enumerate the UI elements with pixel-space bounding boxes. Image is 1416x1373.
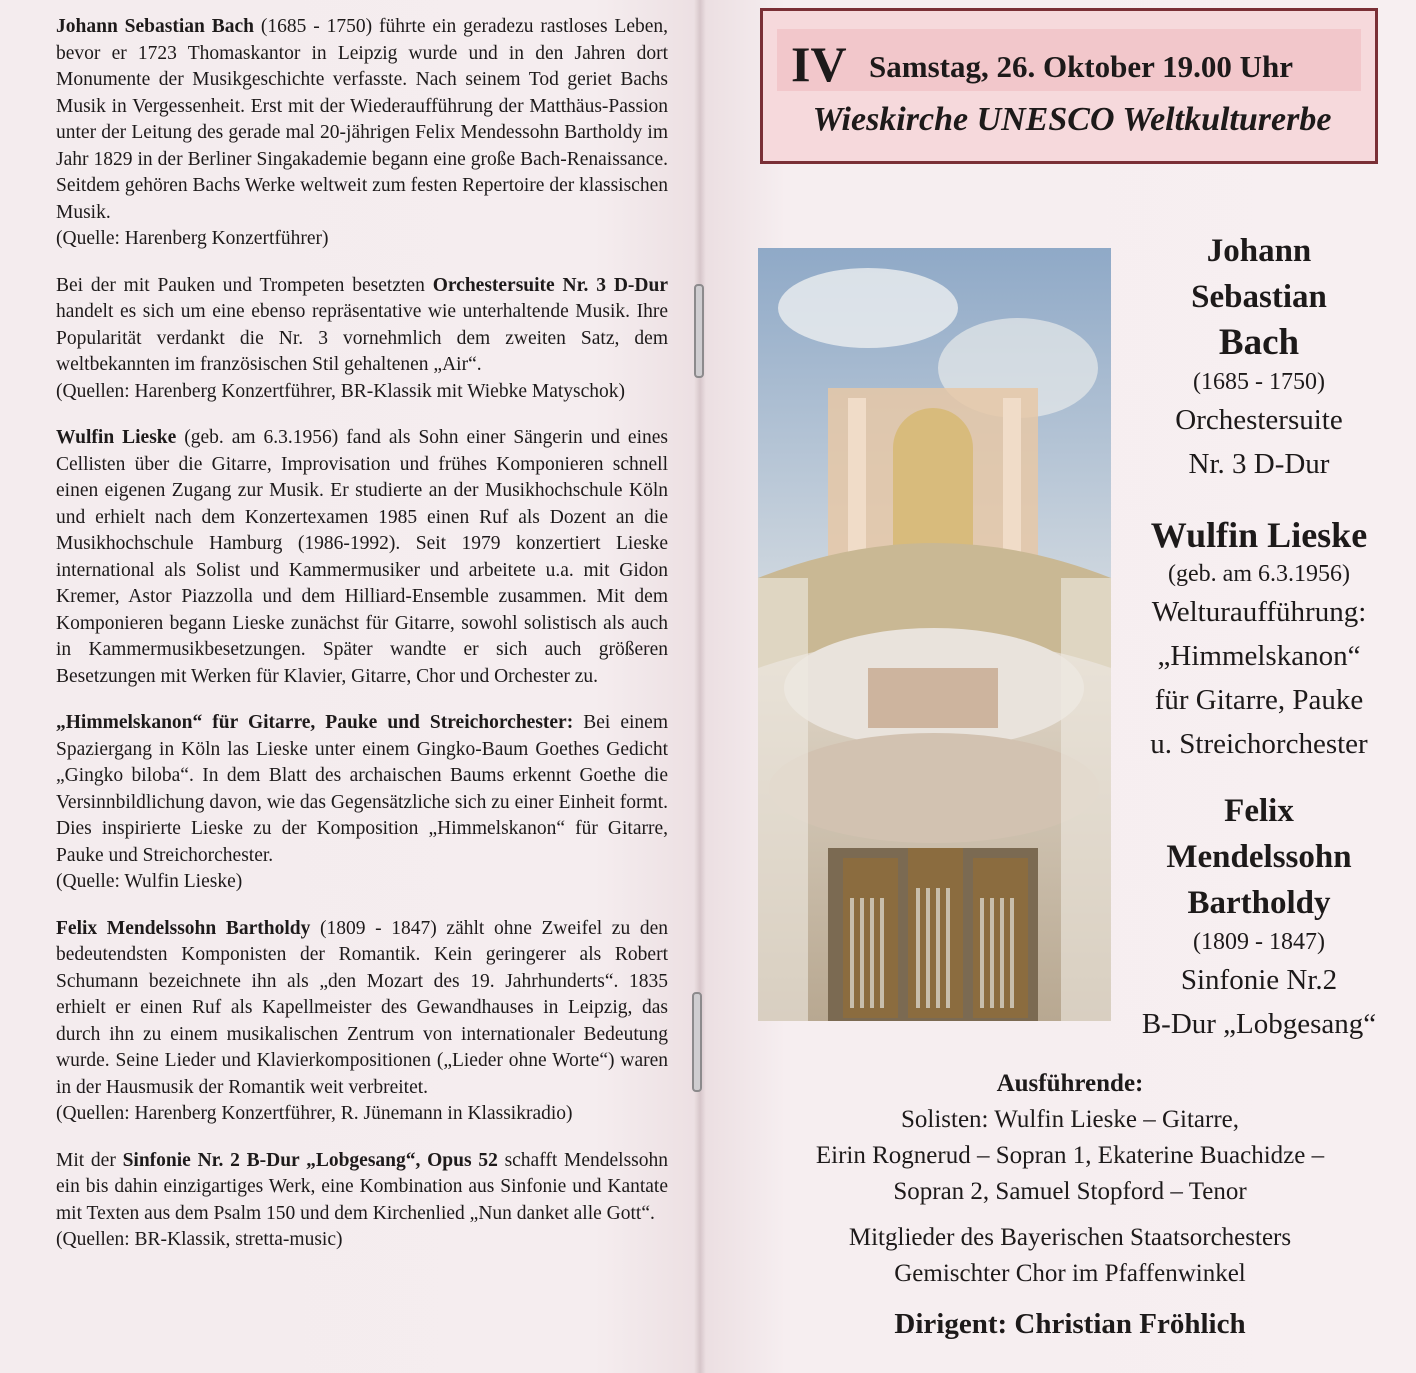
bach-work-line2: Nr. 3 D-Dur: [1188, 448, 1330, 480]
mendelssohn-name: Felix Mendelssohn Bartholdy: [56, 917, 311, 939]
performers-block: [740, 1066, 1400, 1210]
bach-last-name: Bach: [1218, 322, 1300, 363]
lieske-name: Wulfin Lieske: [56, 427, 177, 448]
bach-text: (1685 - 1750) führte ein geradezu rastloses Leben, bevor er 1723 Thomaskantor in Leipzig wurde und in den Jahren dort Monumente der Musikgeschichte verfasste. Nach seinem Tod geriet Bachs Musik in Vergessenheit. Erst mit der Wiederaufführung der Matthäus-Passion unter der Leitung des gerade mal 20-jährigen Felix Mendessohn Bartholdy im Jahr 1829 in der Berliner Singakademie begann eine große Bach-Renaissance. Seitdem gehören Bachs Werke weltweit zum festen Repertoire der klassischen Musik.: [56, 16, 669, 223]
program-notes: [56, 14, 668, 1274]
soloists-line3: Sopran 2, Samuel Stopford – Tenor: [893, 1178, 1247, 1205]
kanon-source: (Quelle: Wulfin Lieske): [56, 871, 243, 892]
lieske-work-line3: für Gitarre, Pauke: [1154, 684, 1364, 716]
sinfonie-source: (Quellen: BR-Klassik, stretta-music): [56, 1229, 343, 1250]
bach-first-name: Johann: [1206, 233, 1312, 269]
mendelssohn-source: (Quellen: Harenberg Konzertführer, R. Jünemann in Klassikradio): [56, 1103, 573, 1124]
bach-years: (1685 - 1750): [1193, 369, 1325, 395]
concert-number: IV: [791, 36, 847, 92]
ensembles-block: [740, 1220, 1400, 1292]
lieske-paragraph: [56, 425, 668, 690]
lieske-program-name: Wulfin Lieske: [1150, 515, 1368, 555]
concert-header: [760, 8, 1378, 164]
lieske-years: (geb. am 6.3.1956): [1168, 561, 1350, 587]
soloists-line2: Eirin Rognerud – Sopran 1, Ekaterine Buachidze –: [815, 1142, 1325, 1169]
mendelssohn-last-name: Bartholdy: [1187, 885, 1331, 921]
mendelssohn-years: (1809 - 1847): [1193, 929, 1325, 955]
bach-name: Johann Sebastian Bach: [56, 16, 254, 37]
sinfonie-paragraph: [56, 1148, 668, 1254]
bach-source: (Quelle: Harenberg Konzertführer): [56, 228, 329, 249]
bach-work-line1: Orchestersuite: [1175, 404, 1343, 436]
mendelssohn-work-line1: Sinfonie Nr.2: [1180, 964, 1338, 996]
program-bach: [1122, 228, 1396, 486]
soloists-line1: Solisten: Wulfin Lieske – Gitarre,: [900, 1106, 1240, 1133]
suite-source: (Quellen: Harenberg Konzertführer, BR-Klassik mit Wiebke Matyschok): [56, 380, 626, 402]
bach-paragraph: [56, 14, 668, 253]
mendelssohn-text: (1809 - 1847) zählt ohne Zweifel zu den bedeutendsten Komponisten der Romantik. Kein geringerer als Robert Schumann bezeichnete ihn als „den Mozart des 19. Jahrhunderts“. 1835 erhielt er einen Ruf als Kapellmeister des Gewandhauses in Leipzig, das durch ihn zu einem musikalischen Zentrum von internationaler Bedeutung wurde. Seine Lieder und Klavierkompositionen („Lieder ohne Worte“) waren in der Hausmusik der Romantik weit verbreitet.: [56, 917, 668, 1098]
lieske-work-line1: Welturaufführung:: [1151, 596, 1367, 628]
sinfonie-title: Sinfonie Nr. 2 B-Dur „Lobgesang“, Opus 52: [122, 1149, 498, 1171]
bach-middle-name: Sebastian: [1191, 279, 1327, 315]
mendelssohn-middle-name: Mendelssohn: [1166, 839, 1352, 875]
mendelssohn-work-line2: B-Dur „Lobgesang“: [1141, 1008, 1377, 1040]
lieske-work-line2: „Himmelskanon“: [1157, 640, 1361, 672]
program-mendelssohn: [1112, 788, 1406, 1046]
concert-venue: Wieskirche UNESCO Weltkulturerbe: [812, 101, 1332, 138]
concert-date: Samstag, 26. Oktober 19.00 Uhr: [869, 49, 1293, 84]
suite-pre: Bei der mit Pauken und Trompeten besetzten: [56, 274, 433, 296]
kanon-text: Bei einem Spaziergang in Köln las Lieske unter einem Gingko-Baum Goethes Gedicht „Gingko biloba“. In dem Blatt des archaischen Baums erkennt Goethe die Versinnbildlichung davon, wie das Gegensätzliche sich zu einer Einheit formt. Dies inspirierte Lieske zu der Komposition „Himmelskanon“ für Gitarre, Pauke und Streichorchester.: [56, 712, 668, 866]
page-fold: [694, 0, 706, 1373]
suite-text: handelt es sich um eine ebenso repräsentative wie unterhaltende Musik. Ihre Popularität verdankt die Nr. 3 vornehmlich dem zweiten Satz, dem weltbekannten im französischen Stil gehaltenen „Air“.: [56, 301, 668, 375]
choir-line: Gemischter Chor im Pfaffenwinkel: [894, 1260, 1246, 1287]
staple-bottom: [692, 992, 702, 1092]
conductor-line: Dirigent: Christian Fröhlich: [894, 1308, 1246, 1340]
mendelssohn-paragraph: [56, 916, 668, 1128]
sinfonie-text: schafft Mendelssohn ein bis dahin einzigartiges Werk, eine Kombination aus Sinfonie und Kantate mit Texten aus dem Psalm 150 und dem Kirchenlied „Nun danket alle Gott“.: [56, 1149, 668, 1224]
program-lieske: [1112, 512, 1406, 766]
suite-paragraph: [56, 273, 668, 406]
wieskirche-organ-photo: [758, 248, 1111, 1021]
orchestra-line: Mitglieder des Bayerischen Staatsorchesters: [848, 1224, 1292, 1251]
suite-title: Orchestersuite Nr. 3 D-Dur: [432, 274, 668, 296]
staple-top: [694, 284, 704, 378]
kanon-title: „Himmelskanon“ für Gitarre, Pauke und Streichorchester:: [56, 712, 574, 733]
lieske-text: (geb. am 6.3.1956) fand als Sohn einer Sängerin und eines Cellisten über die Gitarre, Improvisation und frühes Komponieren schnell einen eigenen Zugang zur Musik. Er studierte an der Musikhochschule Köln und erhielt nach dem Konzertexamen 1985 einen Ruf als Dozent an die Musikhochschule Hamburg (1986-1992). Seit 1979 konzertiert Lieske international als Solist und Kammermusiker und arbeitete u.a. mit Gidon Kremer, Astor Piazzolla und dem Hilliard-Ensemble zusammen. Mit dem Komponieren begann Lieske zunächst für Gitarre, sowohl solistisch als auch in Kammermusikbesetzungen. Später wandte er sich auch größeren Besetzungen mit Werken für Klavier, Gitarre, Chor und Orchester zu.: [56, 427, 668, 687]
sinfonie-pre: Mit der: [56, 1149, 123, 1171]
kanon-paragraph: [56, 710, 668, 896]
mendelssohn-first-name: Felix: [1224, 793, 1294, 829]
lieske-work-line4: u. Streichorchester: [1150, 728, 1368, 760]
performers-heading: Ausführende:: [996, 1070, 1144, 1097]
